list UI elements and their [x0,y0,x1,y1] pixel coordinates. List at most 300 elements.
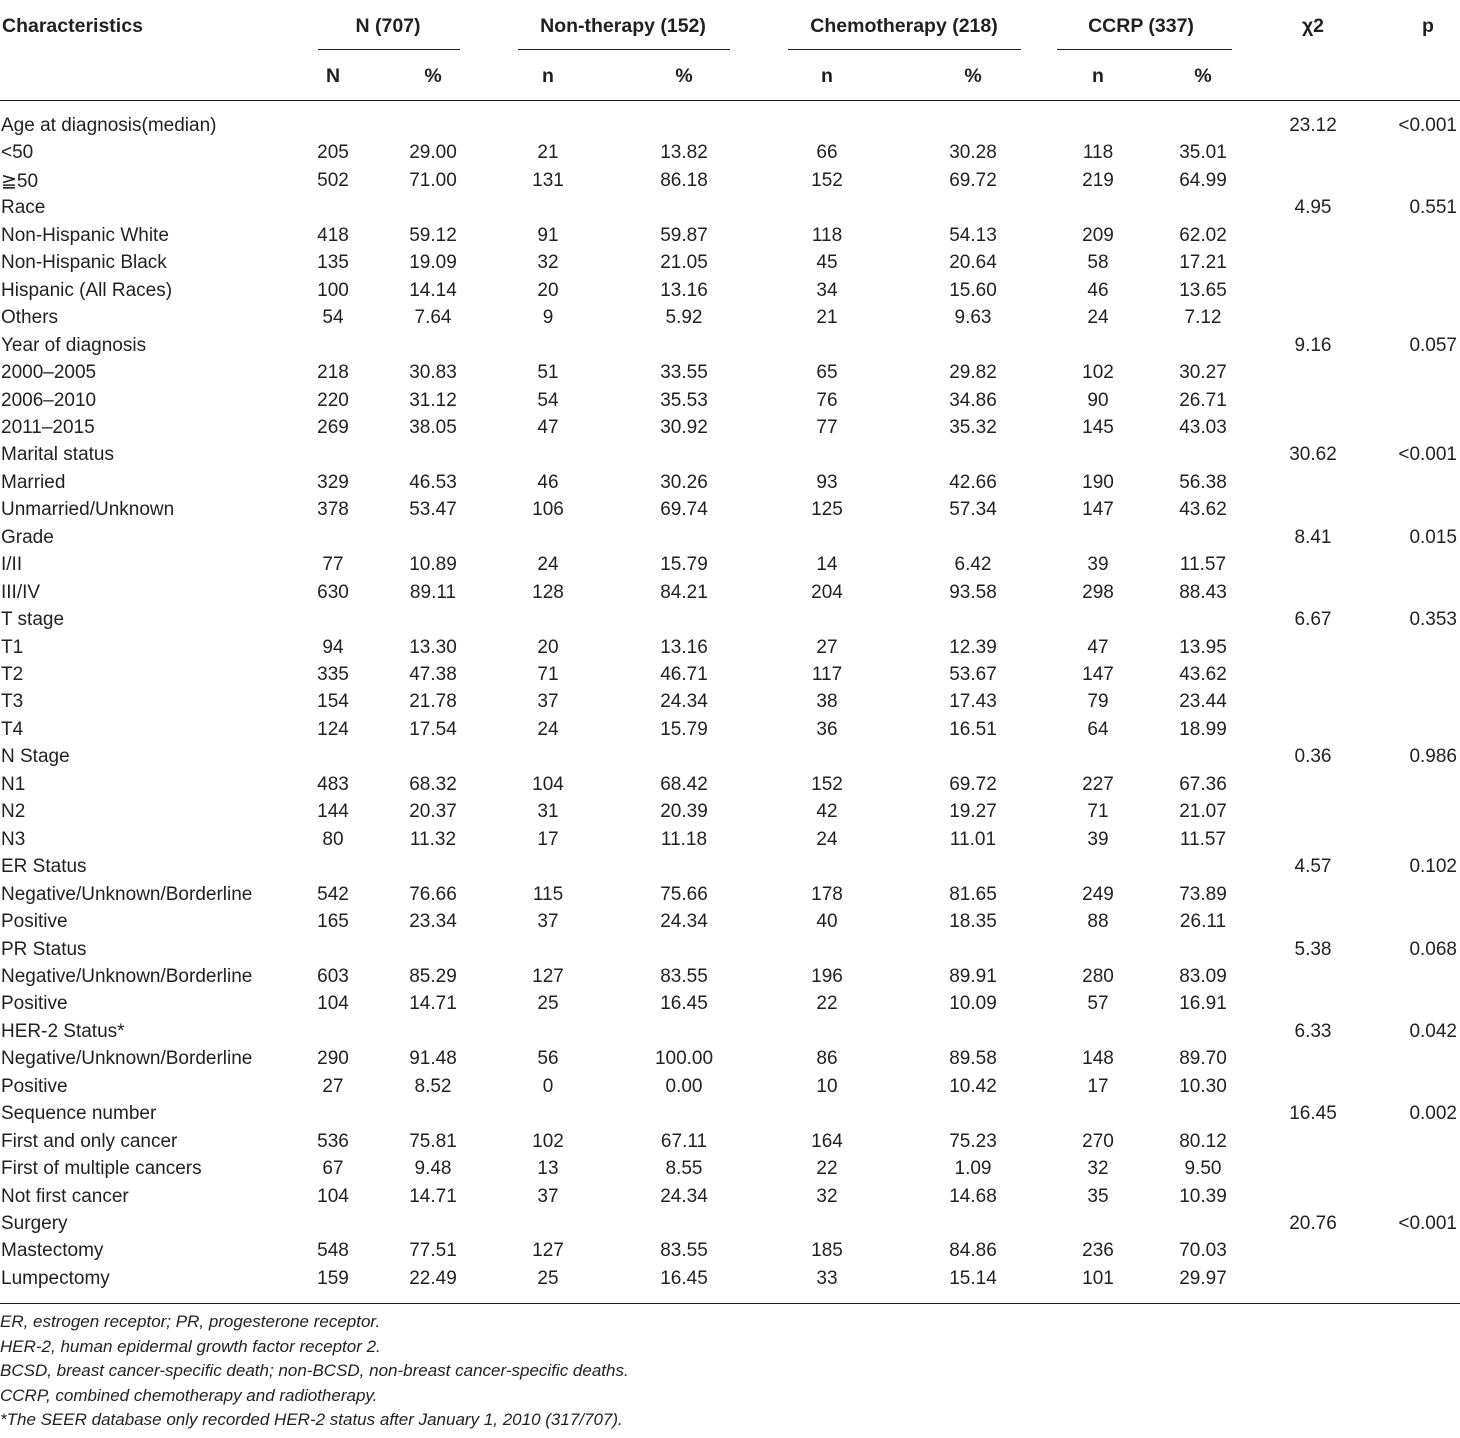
cell-value: 93.58 [949,582,997,603]
cell-value: 47.38 [409,664,457,685]
cell-value: 19.27 [949,801,997,822]
cell-value: 53.67 [949,664,997,685]
cell-value: 14.68 [949,1186,997,1207]
footnote: *The SEER database only recorded HER-2 status after January 1, 2010 (317/707). [0,1410,623,1429]
cell-value: 8.55 [665,1158,703,1179]
row-label: Marital status [1,444,114,465]
cell-value: 79 [1087,691,1109,712]
cell-value: 89.91 [949,966,997,987]
cell-value: 43.62 [1179,664,1227,685]
cell-value: 154 [317,691,349,712]
cell-value: 144 [317,801,349,822]
cell-value: 106 [532,499,564,520]
row-label: Race [1,197,46,218]
cell-value: 190 [1082,472,1114,493]
cell-value: 178 [811,884,843,905]
cell-value: 89.70 [1179,1048,1227,1069]
cell-p: 0.551 [1409,197,1457,218]
row-label: 2006–2010 [1,390,97,411]
cell-value: 36 [816,719,838,740]
cell-value: 10.30 [1179,1076,1227,1097]
cell-value: 27 [322,1076,344,1097]
cell-value: 18.35 [949,911,997,932]
cell-value: 13.95 [1179,637,1227,658]
cell-chi2: 6.67 [1294,609,1332,630]
cell-p: <0.001 [1398,444,1457,465]
cell-value: 77 [322,554,344,575]
cell-value: 21.07 [1179,801,1227,822]
row-label: N1 [1,774,26,795]
cell-value: 152 [811,774,843,795]
cell-value: 630 [317,582,349,603]
cell-value: 10.09 [949,993,997,1014]
header-group: CCRP (337) [1088,15,1194,37]
cell-value: 147 [1082,499,1114,520]
cell-p: 0.042 [1409,1021,1457,1042]
cell-value: 30.26 [660,472,708,493]
row-label: N2 [1,801,26,822]
cell-value: 124 [317,719,349,740]
row-label: Non-Hispanic White [1,225,169,246]
cell-value: 205 [317,142,349,163]
cell-value: 38.05 [409,417,457,438]
cell-value: 24 [537,554,559,575]
cell-value: 70.03 [1179,1240,1227,1261]
cell-value: 39 [1087,829,1109,850]
cell-p: 0.015 [1409,527,1457,548]
cell-value: 29.97 [1179,1268,1227,1289]
cell-value: 46.53 [409,472,457,493]
cell-value: 65 [816,362,838,383]
row-label: 2000–2005 [1,362,97,383]
cell-value: 43.03 [1179,417,1227,438]
cell-value: 23.34 [409,911,457,932]
cell-p: <0.001 [1398,115,1457,136]
row-label: T stage [1,609,65,630]
cell-value: 80.12 [1179,1131,1227,1152]
cell-value: 21 [816,307,838,328]
cell-value: 218 [317,362,349,383]
cell-value: 10.42 [949,1076,997,1097]
cell-value: 219 [1082,170,1114,191]
cell-value: 20 [537,637,559,658]
footnote: HER-2, human epidermal growth factor receptor 2. [0,1336,381,1356]
cell-value: 1.09 [954,1158,992,1179]
cell-value: 542 [317,884,349,905]
cell-value: 59.12 [409,225,457,246]
cell-value: 77.51 [409,1240,457,1261]
cell-value: 13.65 [1179,280,1227,301]
cell-value: 37 [537,1186,559,1207]
cell-value: 24 [1087,307,1109,328]
cell-value: 71 [537,664,559,685]
row-label: I/II [1,554,23,575]
cell-value: 69.72 [949,774,997,795]
cell-value: 85.29 [409,966,457,987]
cell-value: 20.39 [660,801,708,822]
cell-value: 39 [1087,554,1109,575]
subheader: % [675,65,693,87]
cell-value: 9.50 [1184,1158,1222,1179]
cell-value: 147 [1082,664,1114,685]
cell-value: 378 [317,499,349,520]
cell-value: 32 [816,1186,838,1207]
cell-value: 58 [1087,252,1109,273]
cell-value: 54.13 [949,225,997,246]
cell-value: 77 [816,417,838,438]
cell-value: 11.32 [409,829,457,850]
row-label: HER-2 Status* [1,1021,125,1042]
cell-value: 84.86 [949,1240,997,1261]
cell-value: 94 [322,637,344,658]
footnote: CCRP, combined chemotherapy and radiotherapy. [0,1385,378,1405]
cell-value: 75.23 [949,1131,997,1152]
cell-value: 43.62 [1179,499,1227,520]
cell-chi2: 16.45 [1289,1103,1337,1124]
cell-value: 17.54 [409,719,457,740]
cell-value: 236 [1082,1240,1114,1261]
row-label: Sequence number [1,1103,157,1124]
row-label: Negative/Unknown/Borderline [1,966,253,987]
cell-chi2: 4.95 [1294,197,1332,218]
cell-value: 148 [1082,1048,1114,1069]
cell-p: 0.102 [1409,856,1457,877]
row-label: <50 [1,142,34,163]
cell-value: 135 [317,252,349,273]
cell-value: 19.09 [409,252,457,273]
cell-value: 11.01 [949,829,997,850]
cell-chi2: 20.76 [1289,1213,1337,1234]
row-label: Hispanic (All Races) [1,280,173,301]
cell-value: 196 [811,966,843,987]
cell-value: 270 [1082,1131,1114,1152]
cell-p: 0.002 [1409,1103,1457,1124]
cell-value: 127 [532,1240,564,1261]
row-label: T1 [1,637,24,658]
cell-value: 91 [537,225,559,246]
header-group: Chemotherapy (218) [810,15,998,37]
cell-chi2: 9.16 [1294,335,1332,356]
header-characteristics: Characteristics [2,15,143,37]
cell-value: 14.71 [409,1186,457,1207]
cell-value: 145 [1082,417,1114,438]
cell-value: 100 [317,280,349,301]
cell-value: 15.79 [660,719,708,740]
row-label: Not first cancer [1,1186,129,1207]
cell-value: 69.74 [660,499,708,520]
cell-value: 11.57 [1179,829,1227,850]
cell-value: 45 [816,252,838,273]
cell-value: 22 [816,1158,838,1179]
row-label: Others [1,307,59,328]
row-label: Negative/Unknown/Borderline [1,1048,253,1069]
cell-value: 56 [537,1048,559,1069]
cell-value: 26.71 [1179,390,1227,411]
cell-value: 30.83 [409,362,457,383]
cell-value: 117 [811,664,843,685]
cell-value: 204 [811,582,843,603]
cell-value: 9.63 [954,307,992,328]
cell-value: 220 [317,390,349,411]
cell-value: 11.18 [660,829,708,850]
cell-value: 33 [816,1268,838,1289]
cell-value: 104 [532,774,564,795]
cell-value: 67 [322,1158,344,1179]
cell-value: 86.18 [660,170,708,191]
cell-p: 0.057 [1409,335,1457,356]
cell-value: 21 [537,142,559,163]
cell-chi2: 6.33 [1294,1021,1332,1042]
cell-chi2: 30.62 [1289,444,1337,465]
cell-value: 104 [317,993,349,1014]
cell-value: 25 [537,993,559,1014]
cell-value: 16.45 [660,1268,708,1289]
cell-value: 68.32 [409,774,457,795]
cell-value: 46 [1087,280,1109,301]
cell-value: 17 [537,829,559,850]
cell-value: 548 [317,1240,349,1261]
cell-value: 269 [317,417,349,438]
cell-value: 16.51 [949,719,997,740]
cell-value: 21.05 [660,252,708,273]
row-label: Positive [1,911,68,932]
cell-value: 38 [816,691,838,712]
cell-value: 127 [532,966,564,987]
cell-chi2: 5.38 [1294,939,1332,960]
cell-value: 152 [811,170,843,191]
group-underline [788,49,1021,50]
cell-value: 24.34 [660,911,708,932]
row-label: III/IV [1,582,41,603]
cell-value: 10.89 [409,554,457,575]
cell-value: 30.27 [1179,362,1227,383]
row-label: Positive [1,1076,68,1097]
cell-value: 68.42 [660,774,708,795]
cell-value: 62.02 [1179,225,1227,246]
cell-value: 83.55 [660,966,708,987]
cell-value: 14.14 [409,280,457,301]
header-group: Non-therapy (152) [540,15,706,37]
cell-value: 30.92 [660,417,708,438]
row-label: Mastectomy [1,1240,104,1261]
cell-value: 90 [1087,390,1109,411]
row-label: Year of diagnosis [1,335,147,356]
cell-value: 25 [537,1268,559,1289]
cell-value: 64.99 [1179,170,1227,191]
cell-value: 24.34 [660,1186,708,1207]
cell-value: 46.71 [660,664,708,685]
cell-value: 88.43 [1179,582,1227,603]
cell-value: 34 [816,280,838,301]
cell-value: 125 [811,499,843,520]
subheader: % [1194,65,1212,87]
row-label: Unmarried/Unknown [1,499,175,520]
cell-value: 91.48 [409,1048,457,1069]
cell-p: <0.001 [1398,1213,1457,1234]
header-chi2: χ2 [1301,15,1325,37]
cell-value: 100.00 [654,1048,714,1069]
cell-value: 536 [317,1131,349,1152]
cell-value: 59.87 [660,225,708,246]
cell-value: 15.60 [949,280,997,301]
cell-value: 298 [1082,582,1114,603]
cell-value: 66 [816,142,838,163]
group-underline [518,49,730,50]
cell-value: 10 [816,1076,838,1097]
cell-value: 29.00 [409,142,457,163]
cell-value: 24 [537,719,559,740]
cell-value: 83.09 [1179,966,1227,987]
cell-value: 603 [317,966,349,987]
cell-value: 102 [532,1131,564,1152]
cell-value: 118 [811,225,843,246]
cell-value: 54 [322,307,344,328]
cell-value: 159 [317,1268,349,1289]
row-label: 2011–2015 [1,417,95,438]
row-label: T4 [1,719,24,740]
row-label: Married [1,472,66,493]
cell-value: 24 [816,829,838,850]
cell-value: 21.78 [409,691,457,712]
cell-p: 0.353 [1409,609,1457,630]
cell-p: 0.986 [1409,746,1457,767]
cell-value: 75.81 [409,1131,457,1152]
row-label: Surgery [1,1213,68,1234]
cell-value: 83.55 [660,1240,708,1261]
cell-value: 209 [1082,225,1114,246]
cell-value: 24.34 [660,691,708,712]
cell-value: 13.82 [660,142,708,163]
cell-value: 93 [816,472,838,493]
cell-value: 34.86 [949,390,997,411]
header-group: N (707) [355,15,421,37]
header-bottom-rule [0,100,1460,101]
cell-value: 31.12 [409,390,457,411]
cell-value: 32 [537,252,559,273]
row-label: Age at diagnosis(median) [1,115,217,136]
cell-value: 13.16 [660,637,708,658]
cell-value: 26.11 [1179,911,1227,932]
cell-value: 185 [811,1240,843,1261]
cell-value: 54 [537,390,559,411]
cell-chi2: 0.36 [1294,746,1332,767]
cell-value: 56.38 [1179,472,1227,493]
row-label: ER Status [1,856,87,877]
row-label: Grade [1,527,54,548]
cell-value: 76.66 [409,884,457,905]
cell-value: 249 [1082,884,1114,905]
cell-value: 7.64 [414,307,452,328]
cell-value: 86 [816,1048,838,1069]
cell-value: 13.16 [660,280,708,301]
cell-value: 18.99 [1179,719,1227,740]
cell-value: 42.66 [949,472,997,493]
cell-value: 30.28 [949,142,997,163]
cell-value: 17.43 [949,691,997,712]
cell-value: 75.66 [660,884,708,905]
cell-value: 13.30 [409,637,457,658]
cell-value: 15.79 [660,554,708,575]
cell-value: 11.57 [1179,554,1227,575]
cell-value: 9 [542,307,554,328]
cell-value: 57 [1087,993,1109,1014]
cell-value: 47 [1087,637,1109,658]
row-label: ≧50 [1,171,39,192]
row-label: T3 [1,691,24,712]
cell-value: 35.01 [1179,142,1227,163]
cell-value: 16.91 [1179,993,1227,1014]
cell-chi2: 23.12 [1289,115,1337,136]
header-p: p [1422,15,1434,37]
cell-value: 71 [1087,801,1109,822]
subheader: n [821,65,833,87]
cell-value: 67.11 [660,1131,708,1152]
cell-value: 35.32 [949,417,997,438]
cell-value: 20.37 [409,801,457,822]
subheader: n [542,65,554,87]
cell-value: 67.36 [1179,774,1227,795]
subheader: n [1092,65,1104,87]
cell-value: 16.45 [660,993,708,1014]
cell-value: 51 [537,362,559,383]
cell-value: 46 [537,472,559,493]
cell-value: 29.82 [949,362,997,383]
group-underline [318,49,460,50]
subheader: % [424,65,442,87]
cell-value: 9.48 [414,1158,452,1179]
cell-value: 164 [811,1131,843,1152]
cell-value: 81.65 [949,884,997,905]
cell-value: 69.72 [949,170,997,191]
cell-value: 0.00 [665,1076,703,1097]
cell-value: 42 [816,801,838,822]
cell-value: 57.34 [949,499,997,520]
row-label: N3 [1,829,26,850]
cell-value: 227 [1082,774,1114,795]
cell-value: 31 [537,801,559,822]
row-label: First and only cancer [1,1131,178,1152]
footnote: BCSD, breast cancer-specific death; non-BCSD, non-breast cancer-specific deaths. [0,1361,629,1380]
cell-value: 14.71 [409,993,457,1014]
row-label: Non-Hispanic Black [1,252,167,273]
cell-value: 10.39 [1179,1186,1227,1207]
cell-value: 0 [542,1076,554,1097]
footnote: ER, estrogen receptor; PR, progesterone receptor. [0,1312,381,1331]
cell-value: 40 [816,911,838,932]
cell-value: 20.64 [949,252,997,273]
cell-value: 20 [537,280,559,301]
row-label: N Stage [1,746,70,767]
cell-value: 89.11 [409,582,457,603]
cell-value: 32 [1087,1158,1109,1179]
row-label: Positive [1,993,68,1014]
cell-value: 102 [1082,362,1114,383]
cell-value: 280 [1082,966,1114,987]
row-label: PR Status [1,939,87,960]
cell-value: 17 [1087,1076,1109,1097]
cell-value: 47 [537,417,559,438]
row-label: T2 [1,664,24,685]
cell-value: 329 [317,472,349,493]
cell-value: 35.53 [660,390,708,411]
cell-value: 131 [532,170,564,191]
cell-value: 6.42 [954,554,992,575]
cell-value: 64 [1087,719,1109,740]
cell-value: 12.39 [949,637,997,658]
cell-value: 53.47 [409,499,457,520]
cell-value: 290 [317,1048,349,1069]
cell-value: 7.12 [1184,307,1222,328]
